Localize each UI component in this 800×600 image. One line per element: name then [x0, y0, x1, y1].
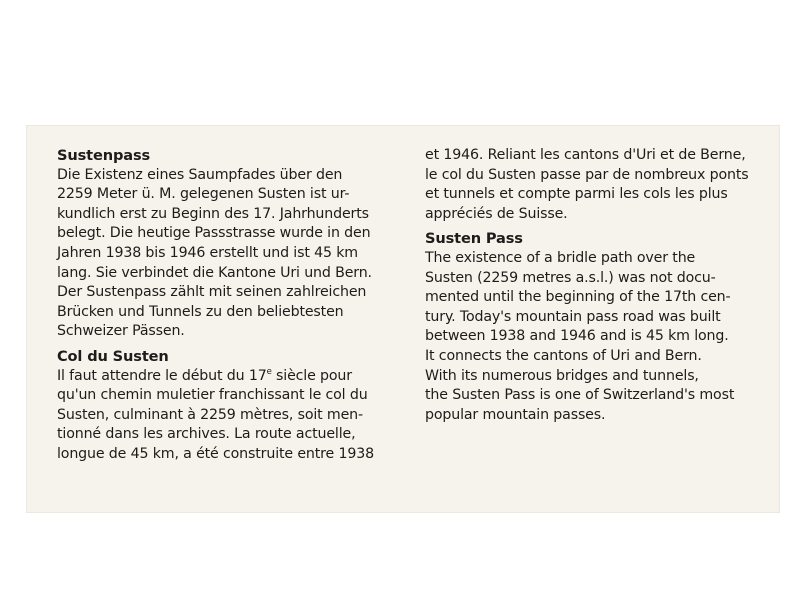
left-column	[57, 146, 403, 465]
english-heading: Susten Pass	[425, 230, 523, 248]
french-text-part-1: Il faut attendre le début du 17	[57, 367, 267, 384]
french-heading: Col du Susten	[57, 347, 169, 365]
german-heading: Sustenpass	[57, 147, 151, 164]
english-text: The existence of a bridle path over the Susten (2259 metres a.s.l.) was not docu- mented until the beginning of the 17th cen- tury. Today's mountain pass road was built between 1938 and 1946 and is 45 km long. It connects the cantons of Uri and Bern. With its numerous bridges and tunnels, the Susten Pass is one of Switzerland's most popular mountain passes.	[425, 249, 735, 423]
century-superscript: e	[266, 366, 272, 377]
german-text: Die Existenz eines Saumpfades über den 2259 Meter ü. M. gelegenen Susten ist ur- kundlich erst zu Beginn des 17. Jahrhunderts belegt. Die heutige Passstrasse wurde in den Jahren 1938 bis 1946 erstellt und ist 45 km lang. Sie verbindet die Kantone Uri und Bern. Der Sustenpass zählt mit seinen zahlreichen Brücken und Tunnels zu den beliebtesten Schweizer Pässen.	[57, 166, 372, 340]
french-text	[57, 367, 403, 465]
brochure-panel	[26, 125, 780, 513]
french-text-part-2: siècle pour qu'un chemin muletier franchissant le col du Susten, culminant à 2259 mètres, soit men- tionné dans les archives. La route actuelle, longue de 45 km, a été construite entre 1938	[57, 367, 374, 462]
french-text-continued: et 1946. Reliant les cantons d'Uri et de Berne, le col du Susten passe par de nombreux ponts et tunnels et compte parmi les cols les plus appréciés de Suisse.	[425, 147, 749, 222]
right-column	[425, 146, 776, 425]
